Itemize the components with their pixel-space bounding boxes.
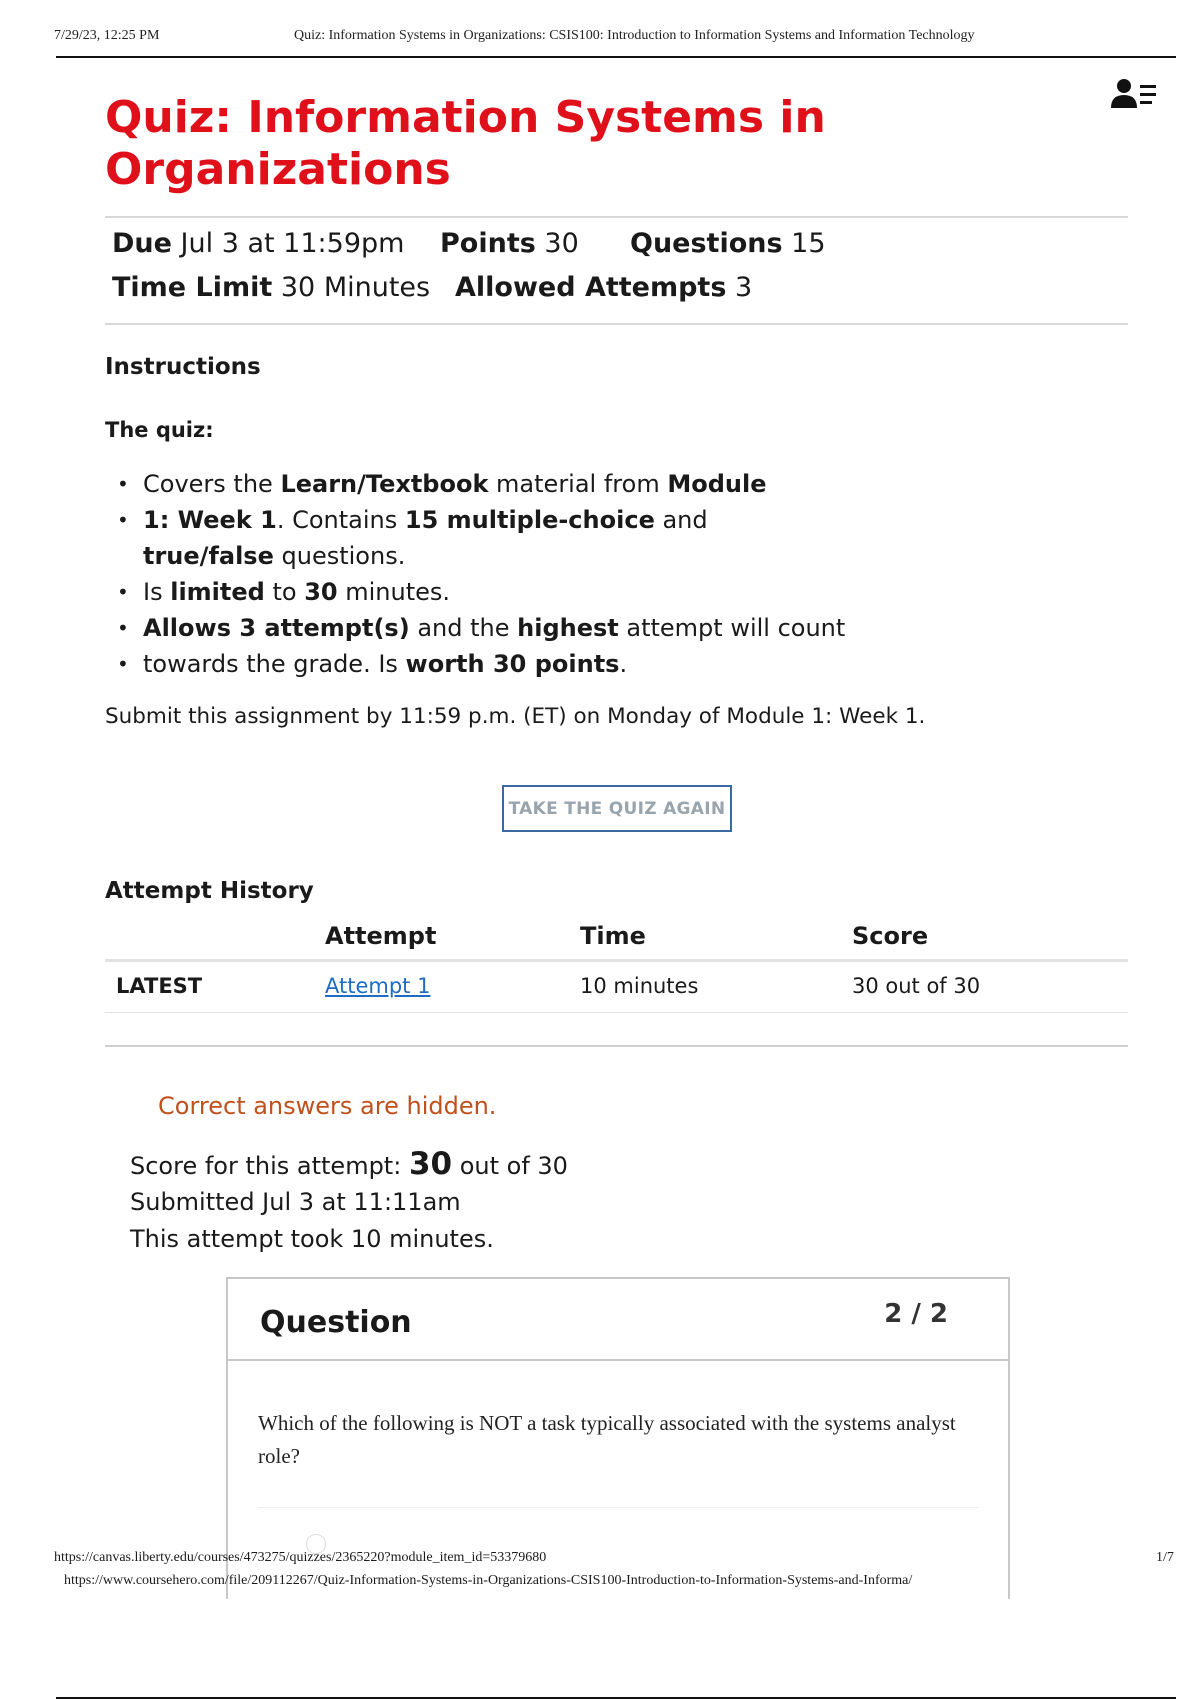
- list-emphasis: worth 30 points: [405, 650, 620, 678]
- points-value: 30: [544, 228, 579, 259]
- score-suffix: out of 30: [452, 1152, 568, 1180]
- table-header-divider: [105, 959, 1128, 962]
- list-text: .: [619, 650, 628, 678]
- list-text: . Contains: [276, 506, 405, 534]
- questions-value: 15: [791, 228, 826, 259]
- instructions-heading: Instructions: [105, 354, 261, 380]
- list-emphasis: limited: [170, 578, 265, 606]
- question-text: Which of the following is NOT a task typically associated with the systems analyst role?: [258, 1411, 956, 1468]
- header-divider: [56, 56, 1176, 58]
- time-limit-value: 30 Minutes: [280, 272, 431, 303]
- list-text: and the: [409, 614, 518, 642]
- question-header: [228, 1279, 1008, 1361]
- list-text: attempt will count: [618, 614, 846, 642]
- list-item: [105, 466, 985, 502]
- print-page-title: Quiz: Information Systems in Organizations: CSIS100: Introduction to Information Systems and Information Technology: [294, 28, 975, 43]
- list-item: [105, 610, 985, 646]
- list-emphasis: 30: [304, 578, 338, 606]
- instructions-list: [105, 466, 985, 682]
- list-emphasis: Allows 3 attempt(s): [143, 614, 410, 642]
- question-points: 2 / 2: [884, 1299, 948, 1329]
- question-label: Question: [260, 1305, 412, 1340]
- bottom-divider: [56, 1697, 1176, 1699]
- submit-note: Submit this assignment by 11:59 p.m. (ET) on Monday of Module 1: Week 1.: [105, 704, 926, 729]
- user-list-icon[interactable]: [1110, 78, 1158, 112]
- question-separator: [258, 1507, 978, 1508]
- attempt-duration: This attempt took 10 minutes.: [130, 1225, 494, 1253]
- section-divider: [105, 1045, 1128, 1047]
- list-emphasis: 15 multiple-choice: [404, 506, 655, 534]
- score-value: 30: [408, 1146, 453, 1182]
- attempt-time: 10 minutes: [580, 974, 699, 998]
- submitted-time: Submitted Jul 3 at 11:11am: [130, 1188, 461, 1216]
- attempt-1-link[interactable]: Attempt 1: [325, 974, 431, 998]
- due-value: Jul 3 at 11:59pm: [180, 228, 405, 259]
- questions-label: Questions: [630, 228, 783, 259]
- due-label: Due: [112, 228, 172, 259]
- list-item: [105, 574, 985, 610]
- time-limit-label: Time Limit: [112, 272, 273, 303]
- list-text: and: [654, 506, 708, 534]
- list-emphasis: highest: [517, 614, 619, 642]
- list-text: to: [264, 578, 305, 606]
- list-emphasis: true/false: [143, 542, 274, 570]
- allowed-attempts-label: Allowed Attempts: [455, 272, 727, 303]
- list-text: towards the grade. Is: [143, 650, 406, 678]
- answers-hidden-note: Correct answers are hidden.: [158, 1092, 497, 1120]
- page-number: 1/7: [1156, 1550, 1174, 1565]
- source-url: https://www.coursehero.com/file/209112267/Quiz-Information-Systems-in-Organizations-CSIS100-Introduction-to-Information-Systems-and-Informa/: [64, 1573, 913, 1588]
- list-text: Is: [143, 578, 171, 606]
- time-limit-info: [112, 272, 430, 303]
- attempt-score: 30 out of 30: [852, 974, 981, 998]
- take-quiz-again-button[interactable]: TAKE THE QUIZ AGAIN: [502, 785, 732, 832]
- list-item: [105, 502, 985, 574]
- allowed-attempts-info: [455, 272, 752, 303]
- column-header-time: Time: [580, 922, 646, 950]
- print-date: 7/29/23, 12:25 PM: [54, 28, 160, 43]
- points-info: [440, 228, 579, 259]
- due-info: [112, 228, 404, 259]
- score-prefix: Score for this attempt:: [130, 1152, 409, 1180]
- list-emphasis: 1: Week 1: [143, 506, 277, 534]
- list-emphasis: Learn/Textbook: [280, 470, 489, 498]
- list-emphasis: Module: [667, 470, 767, 498]
- quiz-title: Quiz: Information Systems in Organizations: [105, 92, 826, 195]
- score-line: [130, 1146, 568, 1182]
- attempt-history-heading: Attempt History: [105, 878, 314, 904]
- list-item: [105, 646, 985, 682]
- instructions-subheading: The quiz:: [105, 418, 214, 442]
- list-text: minutes.: [337, 578, 451, 606]
- title-divider: [105, 216, 1128, 218]
- table-row-divider: [105, 1012, 1128, 1013]
- meta-divider: [105, 323, 1128, 325]
- list-text: Covers the: [143, 470, 281, 498]
- allowed-attempts-value: 3: [735, 272, 753, 303]
- list-text: material from: [488, 470, 668, 498]
- latest-badge: LATEST: [116, 974, 203, 998]
- points-label: Points: [440, 228, 536, 259]
- list-text: questions.: [273, 542, 406, 570]
- column-header-score: Score: [852, 922, 929, 950]
- footer-url: https://canvas.liberty.edu/courses/473275/quizzes/2365220?module_item_id=53379680: [54, 1550, 547, 1565]
- questions-info: [630, 228, 826, 259]
- column-header-attempt: Attempt: [325, 922, 437, 950]
